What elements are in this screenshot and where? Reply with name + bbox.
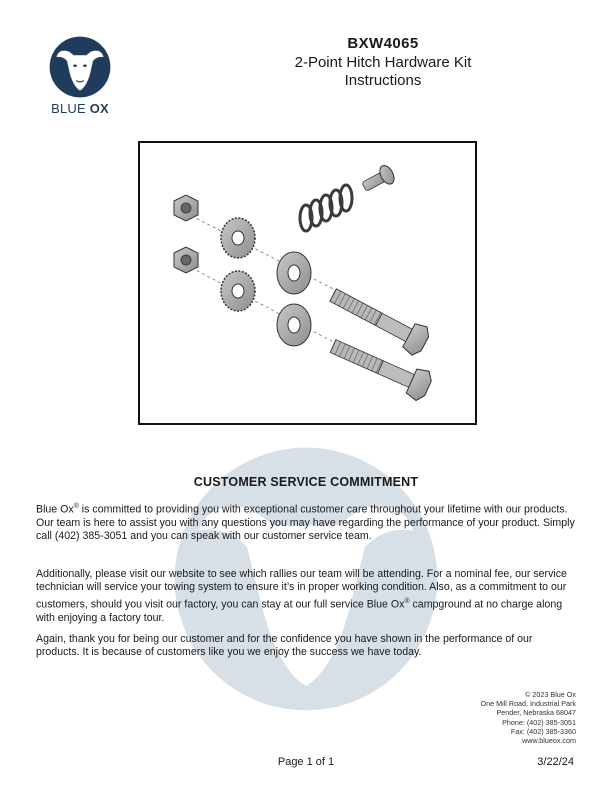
blue-ox-logo [44, 36, 116, 116]
website-link[interactable]: www.blueox.com [522, 736, 576, 746]
title-block [250, 35, 516, 90]
nut-icon [174, 195, 198, 221]
logo-word-blue: BLUE [51, 101, 86, 116]
kit-title: 2-Point Hitch Hardware Kit [294, 54, 472, 71]
company-address [481, 690, 576, 745]
page-number: Page 1 of 1 [277, 756, 335, 768]
part-number: BXW4065 [347, 35, 419, 52]
serrated-washer-icon [221, 218, 255, 258]
registered-mark: ® [404, 597, 410, 605]
logo-word-ox: OX [89, 101, 109, 116]
phone: Phone: (402) 385-3051 [502, 717, 576, 727]
p1-text-a: Blue Ox [36, 503, 74, 516]
fax: Fax: (402) 385-3360 [510, 726, 576, 736]
document-date: 3/22/24 [537, 756, 574, 768]
address-line-2: Pender, Nebraska 68047 [496, 708, 576, 718]
commitment-paragraph-2 [36, 568, 578, 625]
kit-subtitle: Instructions [344, 72, 422, 89]
nut-icon [174, 247, 198, 273]
p2-text-a: Additionally, please visit our website to see which rallies our team will be attending. For a nominal fee, our service technician will service your towing system to ensure it’s in proper working condition. Also, as a commitment to our customers, should you visit our factory, you can stay at our full service Blue Ox [36, 568, 567, 611]
p2-text-b: campground at no charge along with enjoying a factory tour. [36, 598, 563, 624]
copyright: © 2023 Blue Ox [525, 690, 576, 699]
registered-mark: ® [73, 503, 79, 510]
p1-text-b: is committed to providing you with exceptional customer care throughout your lifetime with our products. Our team is here to assist you with any questions you may have regarding the performance of your product. Simply call (402) 385-3051 and you can speak with our customer service team. [36, 503, 575, 543]
commitment-paragraph-1 [36, 500, 578, 544]
address-line-1: One Mill Road, Industrial Park [480, 699, 576, 709]
spring-icon [300, 185, 352, 231]
flat-washer-icon [277, 304, 311, 346]
ox-head-icon [49, 36, 111, 98]
serrated-washer-icon [221, 271, 255, 311]
commitment-paragraph-3: Again, thank you for being our customer and for the confidence you have shown in the performance of our products. It is because of customers like you we enjoy the success we have today. [36, 633, 533, 659]
commitment-heading: CUSTOMER SERVICE COMMITMENT [193, 475, 419, 489]
logo-wordmark [44, 101, 116, 116]
hardware-figure [138, 141, 477, 425]
flat-washer-icon [277, 252, 311, 294]
pin-icon [359, 163, 397, 196]
